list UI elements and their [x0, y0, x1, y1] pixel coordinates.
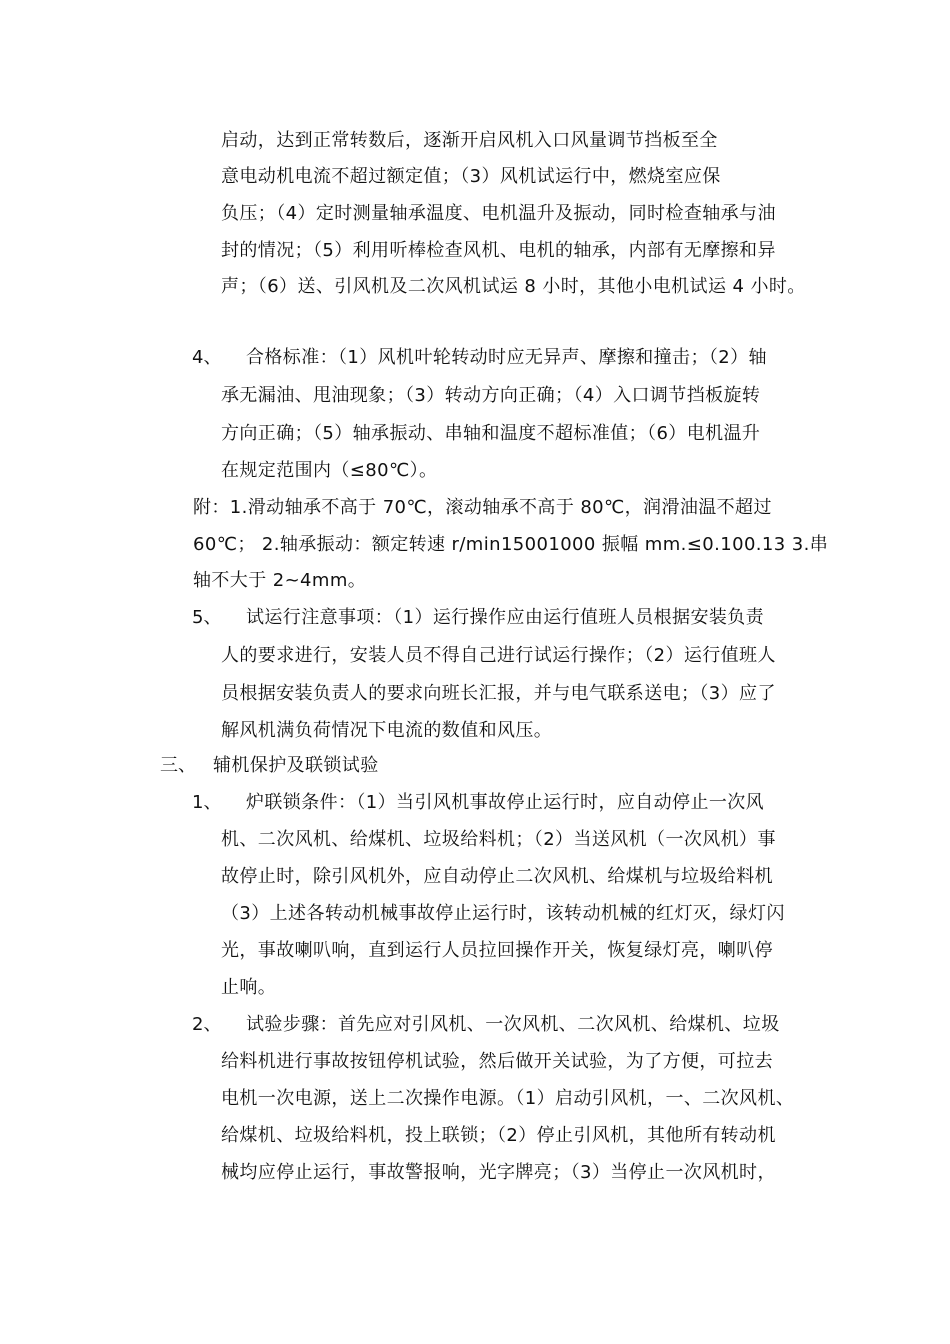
s3-item1-line-1: 炉联锁条件：（1）当引风机事故停止运行时，应自动停止一次风: [246, 792, 765, 813]
item4-line-2: 承无漏油、甩油现象；（3）转动方向正确；（4）入口调节挡板旋转: [221, 385, 761, 406]
s3-item2-line-3: 电机一次电源，送上二次操作电源。（1）启动引风机，一、二次风机、: [221, 1088, 795, 1109]
top-line-1: 启动，达到正常转数后，逐渐开启风机入口风量调节挡板至全: [221, 130, 718, 151]
s3-item2-line-1: 试验步骤：首先应对引风机、一次风机、二次风机、给煤机、垃圾: [246, 1014, 780, 1035]
section3-title: 辅机保护及联锁试验: [213, 755, 379, 776]
s3-item1-line-5: 光，事故喇叭响，直到运行人员拉回操作开关，恢复绿灯亮，喇叭停: [221, 940, 773, 961]
s3-item1-line-6: 止响。: [221, 977, 277, 998]
s3-item1-number: 1、: [192, 792, 222, 813]
top-line-3: 负压；（4）定时测量轴承温度、电机温升及振动，同时检查轴承与油: [221, 203, 776, 224]
item5-line-2: 人的要求进行，安装人员不得自己进行试运行操作；（2）运行值班人: [221, 645, 776, 666]
s3-item2-line-2: 给料机进行事故按钮停机试验，然后做开关试验，为了方便，可拉去: [221, 1051, 773, 1072]
item5-line-4: 解风机满负荷情况下电流的数值和风压。: [221, 720, 553, 741]
s3-item2-line-4: 给煤机、垃圾给料机，投上联锁；（2）停止引风机，其他所有转动机: [221, 1125, 776, 1146]
s3-item1-line-3: 故停止时，除引风机外，应自动停止二次风机、给煤机与垃圾给料机: [221, 866, 773, 887]
s3-item2-line-5: 械均应停止运行，事故警报响，光字牌亮；（3）当停止一次风机时，: [221, 1162, 776, 1183]
item4-line-3: 方向正确；（5）轴承振动、串轴和温度不超标准值；（6）电机温升: [221, 423, 761, 444]
item4-number: 4、: [192, 347, 222, 368]
appendix-line-3: 轴不大于 2~4mm。: [193, 570, 367, 591]
s3-item2-number: 2、: [192, 1014, 222, 1035]
top-line-2: 意电动机电流不超过额定值；（3）风机试运行中，燃烧室应保: [221, 166, 721, 187]
clipped-lines-region: [0, 110, 762, 190]
top-line-4: 封的情况；（5）利用听棒检查风机、电机的轴承，内部有无摩擦和异: [221, 240, 776, 261]
item4-line-1: 合格标准：（1）风机叶轮转动时应无异声、摩擦和撞击；（2）轴: [246, 347, 767, 368]
item5-line-1: 试运行注意事项：（1）运行操作应由运行值班人员根据安装负责: [246, 607, 765, 628]
s3-item1-line-4: （3）上述各转动机械事故停止运行时，该转动机械的红灯灭，绿灯闪: [221, 903, 785, 924]
item4-line-4: 在规定范围内（≤80℃）。: [221, 460, 438, 481]
s3-item1-line-2: 机、二次风机、给煤机、垃圾给料机；（2）当送风机（一次风机）事: [221, 829, 776, 850]
appendix-line-1: 附：1.滑动轴承不高于 70℃，滚动轴承不高于 80℃，润滑油温不超过: [193, 497, 772, 518]
top-line-5: 声；（6）送、引风机及二次风机试运 8 小时，其他小电机试运 4 小时。: [221, 276, 806, 297]
section3-number: 三、: [160, 755, 196, 776]
item5-line-3: 员根据安装负责人的要求向班长汇报，并与电气联系送电；（3）应了: [221, 683, 776, 704]
item5-number: 5、: [192, 607, 222, 628]
appendix-line-2: 60℃； 2.轴承振动：额定转速 r/min15001000 振幅 mm.≤0.100.13 3.串: [193, 534, 829, 555]
